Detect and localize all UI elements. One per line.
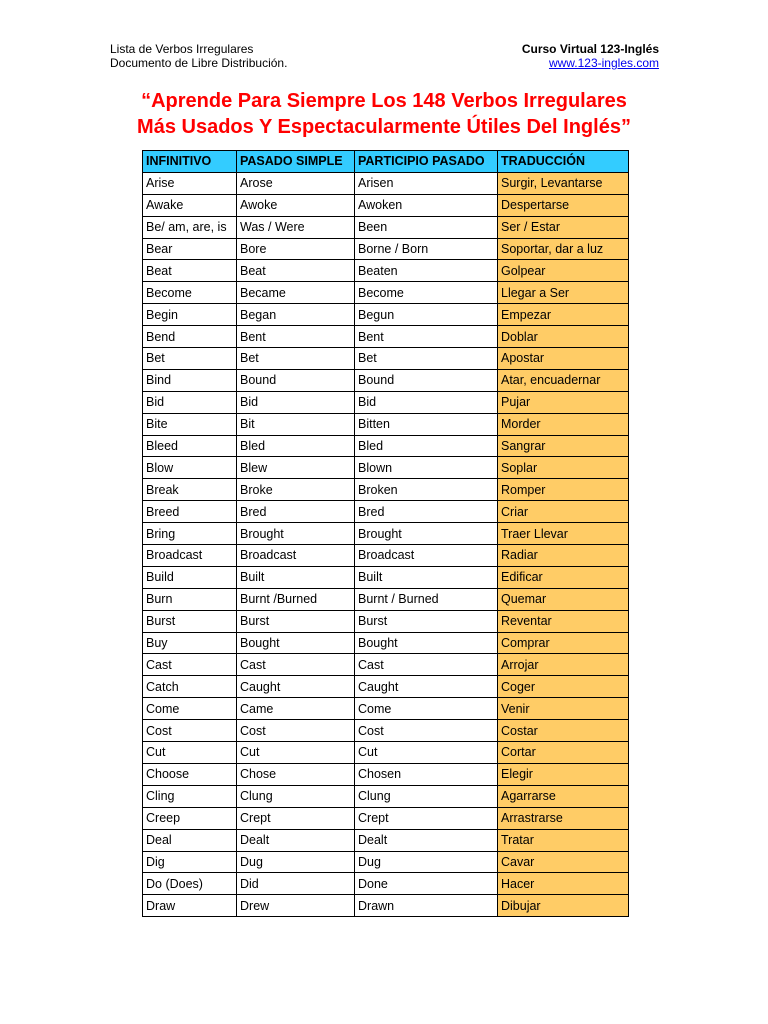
cell-infinitive: Bring — [143, 523, 237, 545]
cell-translation: Ser / Estar — [498, 216, 629, 238]
cell-infinitive: Cling — [143, 785, 237, 807]
cell-simple-past: Broke — [237, 479, 355, 501]
cell-translation: Venir — [498, 698, 629, 720]
table-row — [143, 457, 629, 479]
cell-translation: Soplar — [498, 457, 629, 479]
column-header-translation: TRADUCCIÓN — [498, 151, 629, 173]
cell-translation: Cavar — [498, 851, 629, 873]
title-line-2: Más Usados Y Espectacularmente Útiles Del Inglés” — [137, 116, 631, 138]
cell-infinitive: Bind — [143, 369, 237, 391]
table-row — [143, 216, 629, 238]
cell-infinitive: Choose — [143, 763, 237, 785]
cell-simple-past: Came — [237, 698, 355, 720]
cell-translation: Cortar — [498, 742, 629, 764]
cell-infinitive: Draw — [143, 895, 237, 917]
cell-simple-past: Drew — [237, 895, 355, 917]
table-row — [143, 369, 629, 391]
cell-past-participle: Clung — [355, 785, 498, 807]
cell-past-participle: Cast — [355, 654, 498, 676]
table-row — [143, 238, 629, 260]
cell-past-participle: Cost — [355, 720, 498, 742]
cell-translation: Traer Llevar — [498, 523, 629, 545]
cell-infinitive: Deal — [143, 829, 237, 851]
cell-translation: Apostar — [498, 348, 629, 370]
cell-infinitive: Bite — [143, 413, 237, 435]
cell-translation: Soportar, dar a luz — [498, 238, 629, 260]
website-link[interactable]: www.123-ingles.com — [548, 56, 659, 70]
cell-past-participle: Cut — [355, 742, 498, 764]
cell-translation: Quemar — [498, 588, 629, 610]
table-row — [143, 873, 629, 895]
cell-infinitive: Bet — [143, 348, 237, 370]
cell-past-participle: Become — [355, 282, 498, 304]
cell-past-participle: Bet — [355, 348, 498, 370]
cell-past-participle: Bitten — [355, 413, 498, 435]
cell-simple-past: Arose — [237, 172, 355, 194]
cell-simple-past: Caught — [237, 676, 355, 698]
course-name: Curso Virtual 123-Inglés — [521, 42, 659, 56]
cell-past-participle: Done — [355, 873, 498, 895]
table-row — [143, 413, 629, 435]
cell-translation: Romper — [498, 479, 629, 501]
cell-translation: Edificar — [498, 566, 629, 588]
cell-past-participle: Bid — [355, 391, 498, 413]
table-row — [143, 435, 629, 457]
cell-infinitive: Creep — [143, 807, 237, 829]
table-row — [143, 829, 629, 851]
table-row — [143, 479, 629, 501]
cell-translation: Reventar — [498, 610, 629, 632]
cell-translation: Llegar a Ser — [498, 282, 629, 304]
cell-infinitive: Do (Does) — [143, 873, 237, 895]
cell-translation: Radiar — [498, 545, 629, 567]
cell-past-participle: Brought — [355, 523, 498, 545]
page-title — [0, 88, 768, 140]
cell-simple-past: Bled — [237, 435, 355, 457]
cell-simple-past: Cast — [237, 654, 355, 676]
cell-simple-past: Brought — [237, 523, 355, 545]
table-row — [143, 391, 629, 413]
cell-simple-past: Burst — [237, 610, 355, 632]
table-row — [143, 588, 629, 610]
cell-past-participle: Drawn — [355, 895, 498, 917]
cell-past-participle: Built — [355, 566, 498, 588]
cell-past-participle: Been — [355, 216, 498, 238]
cell-translation: Coger — [498, 676, 629, 698]
cell-infinitive: Broadcast — [143, 545, 237, 567]
table-row — [143, 304, 629, 326]
document-subject: Lista de Verbos Irregulares — [110, 42, 254, 56]
cell-translation: Despertarse — [498, 194, 629, 216]
table-row — [143, 632, 629, 654]
cell-translation: Atar, encuadernar — [498, 369, 629, 391]
cell-simple-past: Awoke — [237, 194, 355, 216]
cell-translation: Agarrarse — [498, 785, 629, 807]
cell-past-participle: Arisen — [355, 172, 498, 194]
cell-simple-past: Bought — [237, 632, 355, 654]
cell-infinitive: Bear — [143, 238, 237, 260]
cell-past-participle: Bred — [355, 501, 498, 523]
cell-infinitive: Blow — [143, 457, 237, 479]
cell-translation: Dibujar — [498, 895, 629, 917]
title-line-1: “Aprende Para Siempre Los 148 Verbos Irregulares — [141, 90, 627, 112]
cell-infinitive: Bend — [143, 326, 237, 348]
table-row — [143, 610, 629, 632]
cell-past-participle: Bought — [355, 632, 498, 654]
cell-infinitive: Burn — [143, 588, 237, 610]
cell-simple-past: Clung — [237, 785, 355, 807]
cell-translation: Hacer — [498, 873, 629, 895]
table-row — [143, 523, 629, 545]
cell-simple-past: Beat — [237, 260, 355, 282]
cell-translation: Arrojar — [498, 654, 629, 676]
table-row — [143, 654, 629, 676]
cell-simple-past: Burnt /Burned — [237, 588, 355, 610]
column-header-past-participle: PARTICIPIO PASADO — [355, 151, 498, 173]
cell-infinitive: Dig — [143, 851, 237, 873]
cell-simple-past: Did — [237, 873, 355, 895]
cell-simple-past: Built — [237, 566, 355, 588]
document-header-left — [110, 42, 287, 70]
cell-translation: Costar — [498, 720, 629, 742]
cell-simple-past: Blew — [237, 457, 355, 479]
cell-past-participle: Bound — [355, 369, 498, 391]
cell-simple-past: Began — [237, 304, 355, 326]
cell-past-participle: Burnt / Burned — [355, 588, 498, 610]
column-header-simple-past: PASADO SIMPLE — [237, 151, 355, 173]
cell-simple-past: Crept — [237, 807, 355, 829]
cell-past-participle: Awoken — [355, 194, 498, 216]
cell-simple-past: Bent — [237, 326, 355, 348]
cell-infinitive: Breed — [143, 501, 237, 523]
cell-past-participle: Bled — [355, 435, 498, 457]
cell-simple-past: Dealt — [237, 829, 355, 851]
table-row — [143, 348, 629, 370]
table-row — [143, 545, 629, 567]
cell-infinitive: Cost — [143, 720, 237, 742]
cell-infinitive: Awake — [143, 194, 237, 216]
cell-past-participle: Borne / Born — [355, 238, 498, 260]
cell-past-participle: Come — [355, 698, 498, 720]
cell-past-participle: Dug — [355, 851, 498, 873]
cell-past-participle: Blown — [355, 457, 498, 479]
table-row — [143, 676, 629, 698]
cell-infinitive: Catch — [143, 676, 237, 698]
document-header-right — [522, 42, 659, 70]
cell-translation: Sangrar — [498, 435, 629, 457]
table-row — [143, 742, 629, 764]
cell-simple-past: Became — [237, 282, 355, 304]
cell-past-participle: Broken — [355, 479, 498, 501]
column-header-infinitive: INFINITIVO — [143, 151, 237, 173]
cell-infinitive: Build — [143, 566, 237, 588]
table-row — [143, 785, 629, 807]
cell-past-participle: Begun — [355, 304, 498, 326]
cell-past-participle: Dealt — [355, 829, 498, 851]
cell-past-participle: Burst — [355, 610, 498, 632]
cell-translation: Comprar — [498, 632, 629, 654]
cell-infinitive: Buy — [143, 632, 237, 654]
cell-translation: Doblar — [498, 326, 629, 348]
cell-past-participle: Caught — [355, 676, 498, 698]
cell-infinitive: Come — [143, 698, 237, 720]
cell-simple-past: Chose — [237, 763, 355, 785]
cell-simple-past: Bore — [237, 238, 355, 260]
table-row — [143, 895, 629, 917]
cell-infinitive: Be/ am, are, is — [143, 216, 237, 238]
cell-translation: Criar — [498, 501, 629, 523]
cell-infinitive: Begin — [143, 304, 237, 326]
cell-simple-past: Bid — [237, 391, 355, 413]
cell-infinitive: Arise — [143, 172, 237, 194]
cell-simple-past: Was / Were — [237, 216, 355, 238]
cell-translation: Golpear — [498, 260, 629, 282]
cell-infinitive: Break — [143, 479, 237, 501]
table-row — [143, 326, 629, 348]
table-header-row — [143, 151, 629, 173]
cell-past-participle: Crept — [355, 807, 498, 829]
distribution-note: Documento de Libre Distribución. — [110, 56, 288, 70]
cell-past-participle: Broadcast — [355, 545, 498, 567]
cell-infinitive: Cast — [143, 654, 237, 676]
table-row — [143, 807, 629, 829]
cell-past-participle: Bent — [355, 326, 498, 348]
cell-past-participle: Beaten — [355, 260, 498, 282]
cell-simple-past: Broadcast — [237, 545, 355, 567]
cell-translation: Pujar — [498, 391, 629, 413]
table-row — [143, 172, 629, 194]
table-row — [143, 763, 629, 785]
table-row — [143, 566, 629, 588]
table-row — [143, 720, 629, 742]
cell-translation: Morder — [498, 413, 629, 435]
cell-infinitive: Bid — [143, 391, 237, 413]
cell-translation: Tratar — [498, 829, 629, 851]
cell-translation: Empezar — [498, 304, 629, 326]
table-body — [143, 172, 629, 916]
cell-simple-past: Bit — [237, 413, 355, 435]
table-row — [143, 501, 629, 523]
cell-infinitive: Beat — [143, 260, 237, 282]
cell-infinitive: Become — [143, 282, 237, 304]
cell-translation: Surgir, Levantarse — [498, 172, 629, 194]
table-row — [143, 282, 629, 304]
cell-infinitive: Cut — [143, 742, 237, 764]
table-row — [143, 698, 629, 720]
cell-simple-past: Bound — [237, 369, 355, 391]
cell-translation: Arrastrarse — [498, 807, 629, 829]
cell-simple-past: Cut — [237, 742, 355, 764]
cell-simple-past: Dug — [237, 851, 355, 873]
irregular-verbs-table — [142, 150, 629, 917]
cell-infinitive: Bleed — [143, 435, 237, 457]
cell-past-participle: Chosen — [355, 763, 498, 785]
cell-simple-past: Bred — [237, 501, 355, 523]
cell-translation: Elegir — [498, 763, 629, 785]
cell-simple-past: Bet — [237, 348, 355, 370]
cell-infinitive: Burst — [143, 610, 237, 632]
table-row — [143, 194, 629, 216]
table-row — [143, 851, 629, 873]
table-row — [143, 260, 629, 282]
cell-simple-past: Cost — [237, 720, 355, 742]
